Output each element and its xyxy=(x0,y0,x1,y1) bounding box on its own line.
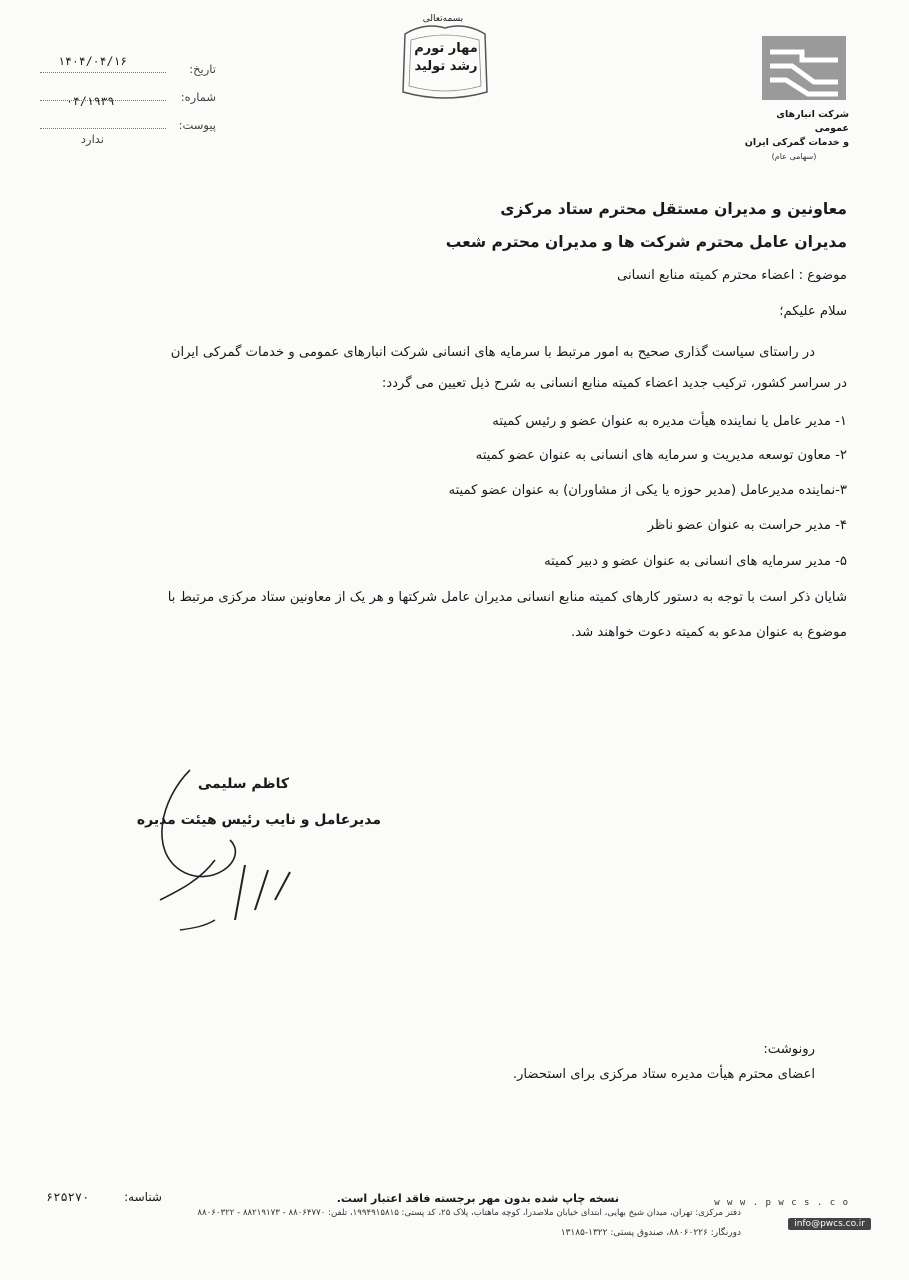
fax-po: دورنگار: ۸۸۰۶۰۲۲۶، صندوق پستی: ۱۳۲۲-۱۳۱۸۵ xyxy=(560,1228,741,1238)
list-item: ۴- مدیر حراست به عنوان عضو ناظر xyxy=(647,518,847,533)
id-value: ۶۲۵۲۷۰ xyxy=(46,1190,90,1204)
list-item: ۵- مدیر سرمایه های انسانی به عنوان عضو و دبیر کمیته xyxy=(544,554,847,569)
date-value: ۱۴۰۴/۰۴/۱۶ xyxy=(58,54,128,68)
list-item: ۲- معاون توسعه مدیریت و سرمایه های انسانی به عنوان عضو کمیته xyxy=(475,448,847,463)
id-label: شناسه: xyxy=(124,1190,162,1204)
recipients-line2: مدیران عامل محترم شرکت ها و مدیران محترم شعب xyxy=(445,233,847,251)
validity-notice: نسخه چاپ شده بدون مهر برجسته فاقد اعتبار است. xyxy=(336,1192,619,1205)
list-item: ۱- مدیر عامل یا نماینده هیأت مدیره به عنوان عضو و رئیس کمیته xyxy=(492,414,847,429)
attachment-label: پیوست: xyxy=(178,118,216,132)
company-line3: (سهامی عام) xyxy=(771,152,817,161)
attachment-line xyxy=(40,128,166,129)
date-label: تاریخ: xyxy=(189,62,216,76)
date-line xyxy=(40,72,166,73)
emblem-caption: بسمه‌تعالی xyxy=(422,14,464,24)
address: دفتر مرکزی: تهران، میدان شیخ بهایی، ابتدای خیابان ملاصدرا، کوچه ماهتاب، پلاک ۲۵، کد پستی: ۱۹۹۴۹۱۵۸۱۵، تلفن: ۸۸۰۶۴۷۷۰ - ۸۸۲۱۹۱۷۳ - ۸۸۰۶۰۳۲۲ xyxy=(197,1208,741,1218)
attachment-value: ندارد xyxy=(80,132,104,146)
emblem-slogan-line1: مهار تورم xyxy=(414,41,478,56)
number-label: شماره: xyxy=(180,90,216,104)
signatory-title: مدیرعامل و نایب رئیس هیئت مدیره xyxy=(136,812,381,828)
handwritten-signature-icon xyxy=(140,760,300,940)
company-name xyxy=(739,108,849,164)
subject: موضوع : اعضاء محترم کمیته منابع انسانی xyxy=(617,268,847,283)
company-line2: و خدمات گمرکی ایران xyxy=(744,137,849,148)
cc-text: اعضای محترم هیأت مدیره ستاد مرکزی برای استحضار. xyxy=(512,1067,815,1082)
closing-line2: موضوع به عنوان مدعو به کمیته دعوت خواهند شد. xyxy=(571,625,847,640)
number-line xyxy=(40,100,166,101)
intro-line2: در سراسر کشور، ترکیب جدید اعضاء کمیته منابع انسانی به شرح ذیل تعیین می گردد: xyxy=(381,376,847,391)
cc-label: رونوشت: xyxy=(763,1042,815,1057)
company-line1: شرکت انبارهای عمومی xyxy=(776,109,849,134)
list-item: ۳-نماینده مدیرعامل (مدیر حوزه یا یکی از مشاوران) به عنوان عضو کمیته xyxy=(448,483,847,498)
greeting: سلام علیکم؛ xyxy=(779,304,847,319)
signatory-name: کاظم سلیمی xyxy=(197,776,289,792)
recipients-line1: معاونین و مدیران مستقل محترم ستاد مرکزی xyxy=(500,200,847,218)
email: info@pwcs.co.ir xyxy=(788,1218,871,1230)
company-logo xyxy=(762,36,846,100)
emblem-slogan-line2: رشد تولید xyxy=(414,59,478,74)
intro-line1: در راستای سیاست گذاری صحیح به امور مرتبط با سرمایه های انسانی شرکت انبارهای عمومی و خدمات گمرکی ایران xyxy=(170,345,815,360)
emblem-slogan xyxy=(402,40,490,76)
number-value: ۰۴/۱۹۳۹ xyxy=(66,94,115,108)
closing-line1: شایان ذکر است با توجه به دستور کارهای کمیته منابع انسانی مدیران عامل شرکتها و هر یک از معاونین ستاد مرکزی مرتبط با xyxy=(167,590,847,605)
website: w w w . p w c s . c o xyxy=(714,1198,849,1208)
